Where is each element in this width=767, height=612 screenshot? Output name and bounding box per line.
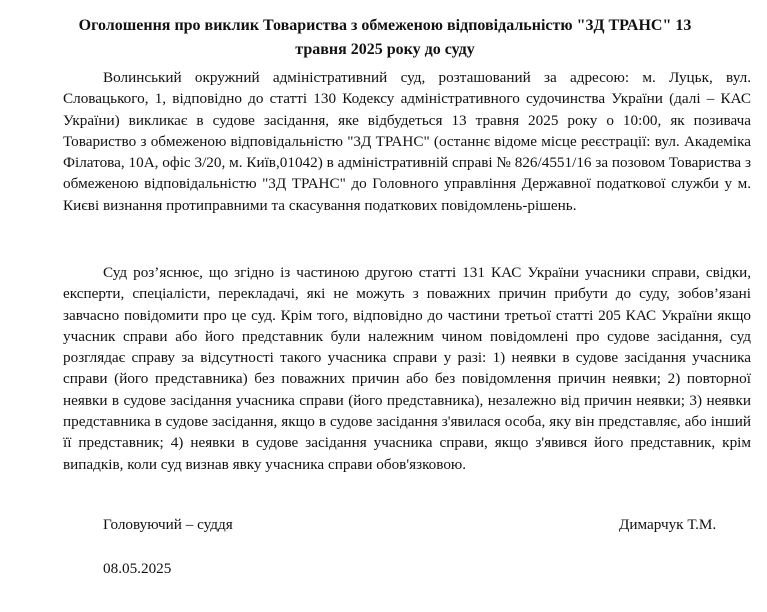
document-title: Оголошення про виклик Товариства з обмеженою відповідальністю "3Д ТРАНС" 13 травня 2025 року до суду	[78, 17, 692, 58]
signature-name: Димарчук Т.М.	[619, 516, 717, 533]
signature-role: Головуючий – суддя	[103, 516, 233, 533]
document-date: 08.05.2025	[103, 560, 172, 577]
paragraph-summons: Волинський окружний адміністративний суд, розташований за адресою: м. Луцьк, вул. Словацького, 1, відповідно до статті 130 Кодексу адміністративного судочинства України (далі – КАС України) викликає в судове засідання, яке відбудеться 13 травня 2025 року о 10:00, як позивача Товариство з обмеженою відповідальністю "3Д ТРАНС" (останнє відоме місце реєстрації: вул. Академіка Філатова, 10А, офіс 3/20, м. Київ,01042) в адміністративній справі № 826/4551/16 за позовом Товариства з обмеженою відповідальністю "3Д ТРАНС" до Головного управління Державної податкової служби у м. Києві визнання протиправними та скасування податкових повідомлень-рішень.	[63, 69, 751, 214]
paragraph-explanation: Суд роз’яснює, що згідно із частиною другою статті 131 КАС України учасники справи, свідки, експерти, спеціалісти, перекладачі, які не можуть з поважних причин прибути до суду, зобов’язані завчасно повідомити про це суд. Крім того, відповідно до частини третьої статті 205 КАС України якщо учасник справи або його представник були належним чином повідомлені про судове засідання, суд розглядає справу за відсутності такого учасника справи у разі: 1) неявки в судове засідання учасника справи (його представника) без поважних причин або без повідомлення причин неявки; 2) повторної неявки в судове засідання учасника справи (його представника), незалежно від причин неявки; 3) неявки представника в судове засідання, якщо в судове засідання з'явилася особа, яку він представляє, або інший її представник; 4) неявки в судове засідання учасника справи, якщо з'явився його представник, крім випадків, коли суд визнав явку учасника справи обов'язковою.	[63, 264, 751, 473]
